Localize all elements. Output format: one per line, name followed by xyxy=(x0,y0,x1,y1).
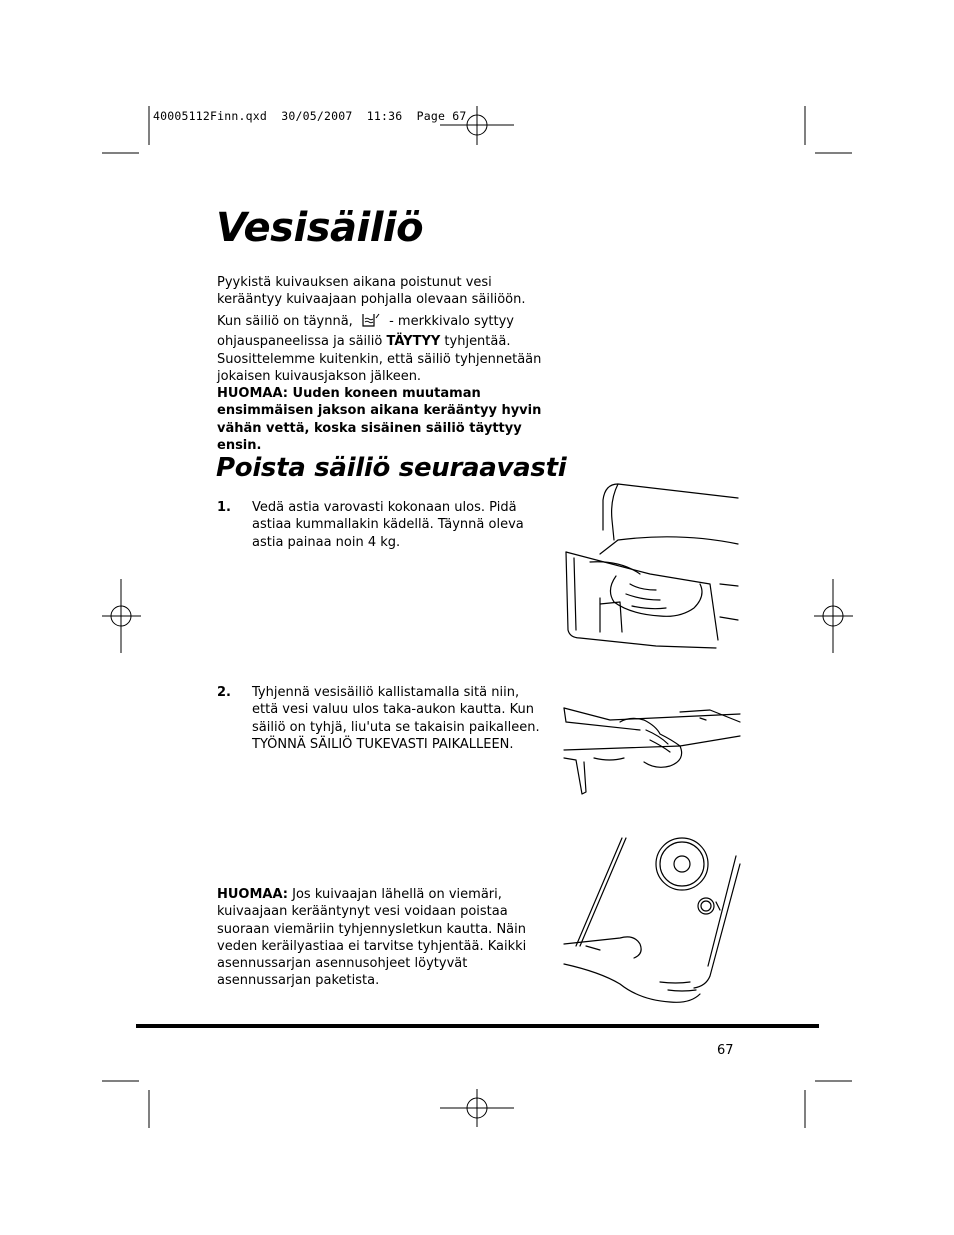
drain-note-paragraph xyxy=(217,886,537,990)
intro-text: Pyykistä kuivauksen aikana poistunut vesi kerääntyy kuivaajaan pohjalla olevaan säiliöön. xyxy=(217,275,526,308)
water-tank-full-icon xyxy=(361,312,381,333)
drain-note-label: HUOMAA: xyxy=(217,887,288,902)
step-2-text: Tyhjennä vesisäiliö kallistamalla sitä niin, että vesi valuu ulos taka-aukon kautta. Kun säiliö on tyhjä, liu'uta se takaisin paikalleen. TYÖNNÄ SÄILIÖ TUKEVASTI PAIKALLEEN. xyxy=(252,685,540,752)
drain-note-text: Jos kuivaajan lähellä on viemäri, kuivaajaan kerääntynyt vesi voidaan poistaa suoraan viemäriin tyhjennysletkun kautta. Näin veden keräilyastiaa ei tarvitse tyhjentää. Kaikki asennussarjan asennusohjeet löytyvät asennussarjan paketista. xyxy=(217,887,527,989)
step-2-number: 2. xyxy=(217,685,231,700)
must-emphasis: TÄYTYY xyxy=(386,334,441,350)
step-1-number: 1. xyxy=(217,500,231,515)
illustration-pull-out-tank xyxy=(560,480,742,652)
illustration-tank-front-view xyxy=(560,834,742,1010)
note-bold-text: HUOMAA: Uuden koneen muutaman ensimmäisen jakson aikana kerääntyy hyvin vähän vettä, koska sisäinen säiliö täyttyy ensin. xyxy=(217,386,542,453)
print-slug-line: 40005112Finn.qxd 30/05/2007 11:36 Page 67 xyxy=(153,109,467,123)
illustration-tilt-tank xyxy=(560,700,742,800)
page-title: Vesisäiliö xyxy=(216,205,424,251)
section-heading: Poista säiliö seuraavasti xyxy=(216,453,567,483)
page-number: 67 xyxy=(717,1043,734,1058)
intro-paragraph xyxy=(217,274,552,309)
tank-full-paragraph xyxy=(217,312,552,385)
tank-full-text-start: Kun säiliö on täynnä, xyxy=(217,314,353,329)
tank-full-text-middle: - merkkivalo syttyy ohjauspaneelissa ja säiliö xyxy=(217,314,514,350)
tank-full-text-end: tyhjentää. Suosittelemme kuitenkin, että säiliö tyhjennetään jokaisen kuivausjakson jälkeen. xyxy=(217,334,542,384)
bottom-rule xyxy=(136,1024,819,1028)
step-1-text: Vedä astia varovasti kokonaan ulos. Pidä astiaa kummallakin kädellä. Täynnä oleva astia painaa noin 4 kg. xyxy=(252,500,524,550)
note-paragraph xyxy=(217,385,552,454)
